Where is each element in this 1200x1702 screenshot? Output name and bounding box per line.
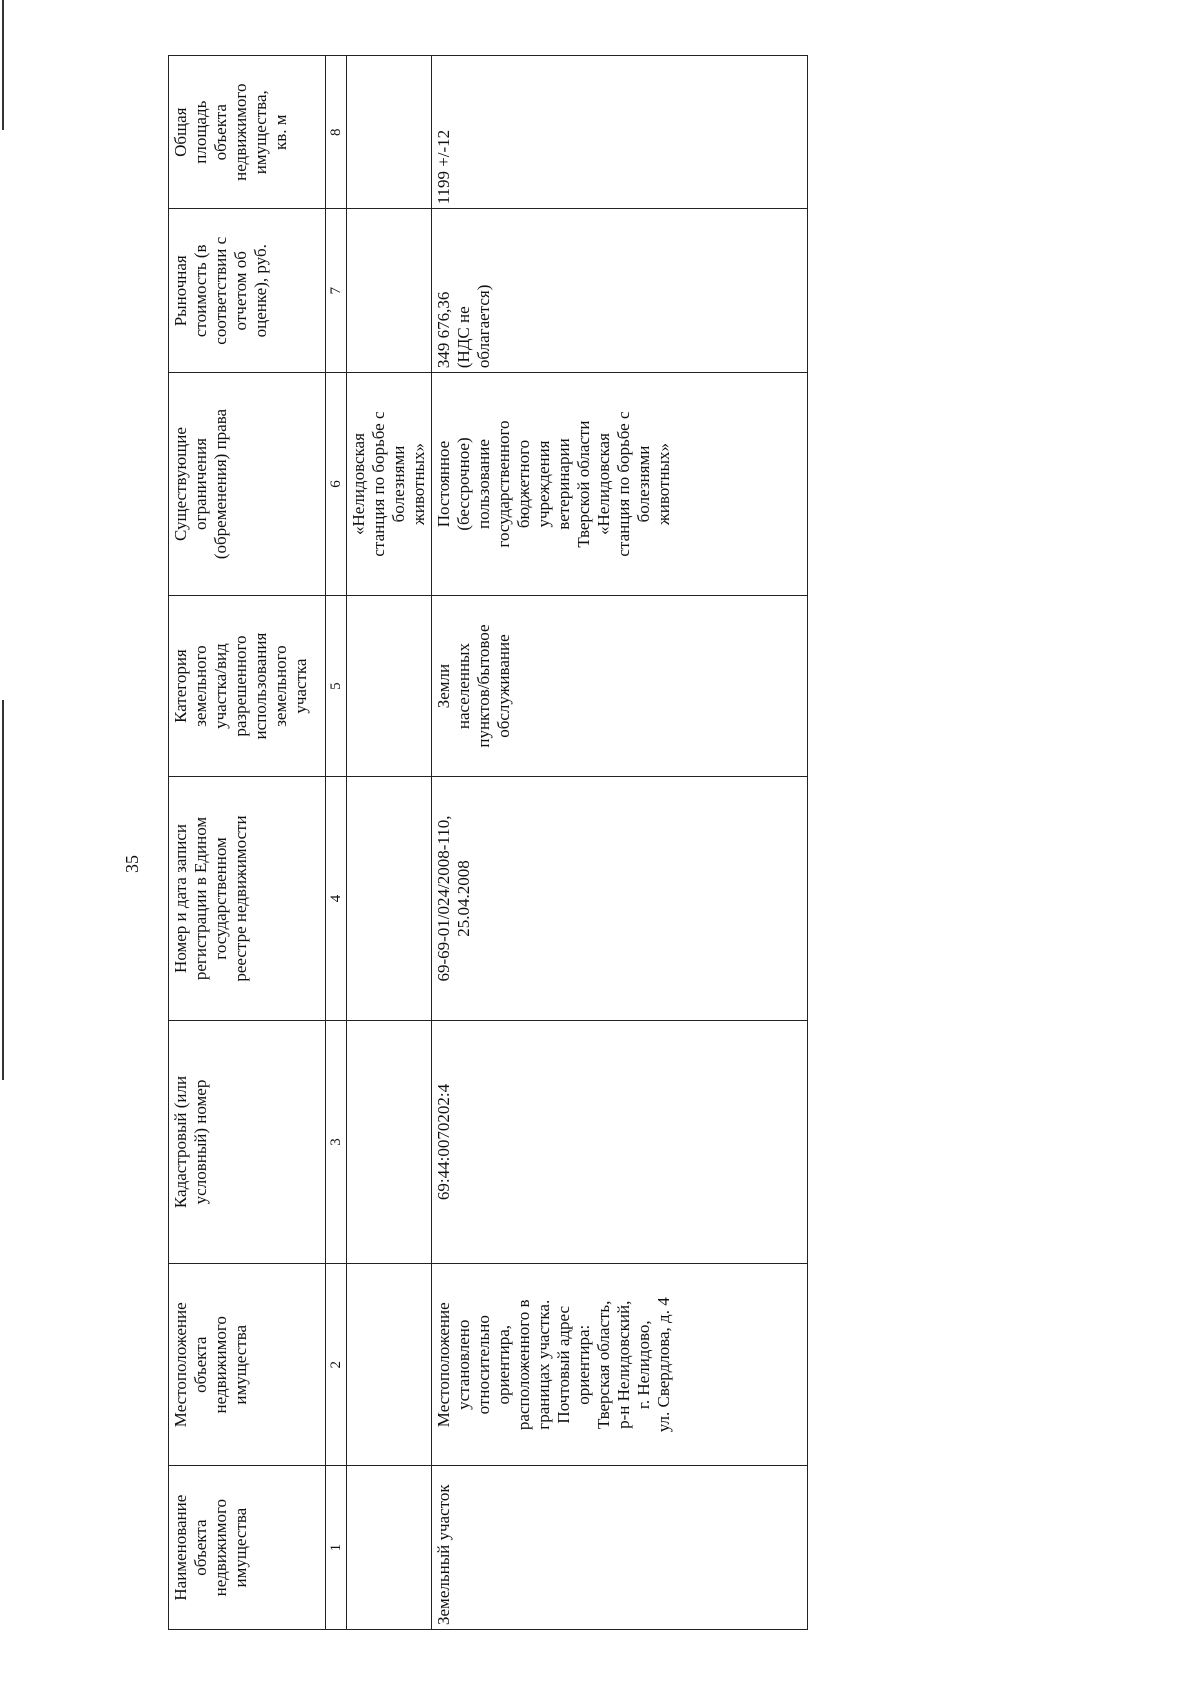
header-cell-location: Местоположение объекта недвижимого имущества bbox=[169, 1264, 326, 1466]
property-table-rotated bbox=[168, 55, 808, 1630]
header-cell-category: Категория земельного участка/вид разрешенного использования земельного участка bbox=[169, 595, 326, 776]
header-cell-area: Общая площадь объекта недвижимого имущества, кв. м bbox=[169, 56, 326, 209]
header-cell-encumbrance: Существующие ограничения (обременения) права bbox=[169, 373, 326, 596]
cell-cadastral-number: 69:44:0070202:4 bbox=[432, 1020, 808, 1264]
table-cell-encumbrance-continued: «Нелидовская станция по борьбе с болезнями животных» bbox=[347, 373, 432, 596]
table-cell bbox=[347, 1264, 432, 1466]
column-number: 5 bbox=[326, 595, 347, 776]
table-cell bbox=[347, 595, 432, 776]
header-row bbox=[169, 56, 326, 1630]
cell-encumbrance: Постоянное (бессрочное) пользование государственного бюджетного учреждения ветеринарии Тверской области «Нелидовская станция по борьбе с болезнями животных» bbox=[432, 373, 808, 596]
column-number: 7 bbox=[326, 209, 347, 373]
header-cell-name: Наименование объекта недвижимого имущества bbox=[169, 1466, 326, 1630]
page-number: 35 bbox=[122, 855, 142, 873]
cell-area: 1199 +/-12 bbox=[432, 56, 808, 209]
cell-object-name: Земельный участок bbox=[432, 1466, 808, 1630]
column-number: 3 bbox=[326, 1020, 347, 1264]
table-cell bbox=[347, 209, 432, 373]
column-number: 1 bbox=[326, 1466, 347, 1630]
property-table bbox=[168, 55, 808, 1630]
margin-mark-middle bbox=[2, 700, 4, 1080]
column-number: 2 bbox=[326, 1264, 347, 1466]
continuation-row bbox=[347, 56, 432, 1630]
table-cell bbox=[347, 1466, 432, 1630]
cell-market-value: 349 676,36 (НДС не облагается) bbox=[432, 209, 808, 373]
header-cell-market-value: Рыночная стоимость (в соответствии с отчетом об оценке), руб. bbox=[169, 209, 326, 373]
cell-registration: 69-69-01/024/2008-110, 25.04.2008 bbox=[432, 777, 808, 1021]
column-number-row bbox=[326, 56, 347, 1630]
margin-mark-top bbox=[2, 0, 4, 130]
table-cell bbox=[347, 1020, 432, 1264]
table-row bbox=[432, 56, 808, 1630]
cell-location: Местоположение установлено относительно ориентира, расположенного в границах участка. Почтовый адрес ориентира: Тверская область, р-н Нелидовский, г. Нелидово, ул. Свердлова, д. 4 bbox=[432, 1264, 808, 1466]
column-number: 4 bbox=[326, 777, 347, 1021]
table-cell bbox=[347, 56, 432, 209]
cell-category: Земли населенных пунктов/бытовое обслуживание bbox=[432, 595, 808, 776]
table-cell bbox=[347, 777, 432, 1021]
column-number: 8 bbox=[326, 56, 347, 209]
header-cell-cadastral: Кадастровый (или условный) номер bbox=[169, 1020, 326, 1264]
header-cell-registration: Номер и дата записи регистрации в Едином государственном реестре недвижимости bbox=[169, 777, 326, 1021]
column-number: 6 bbox=[326, 373, 347, 596]
